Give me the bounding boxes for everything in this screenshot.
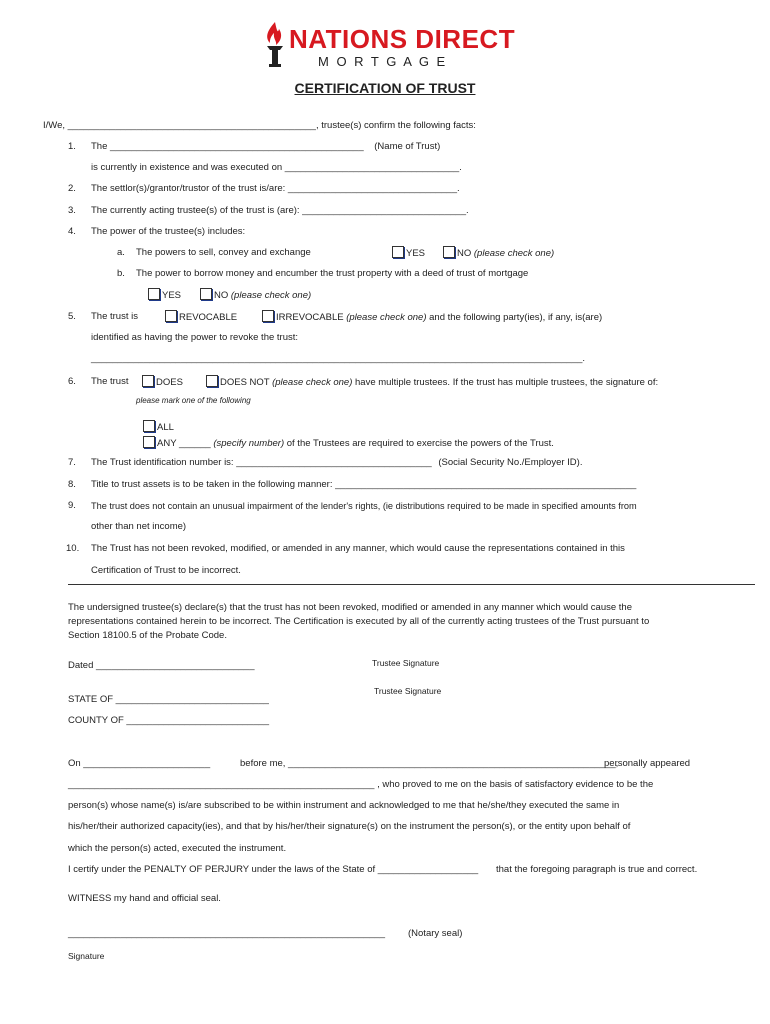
- item-6-any-blank[interactable]: ______: [179, 438, 211, 449]
- item-5-line3[interactable]: _____________________________________________________________________________________________.: [91, 353, 585, 364]
- item-10-line2: Certification of Trust to be incorrect.: [91, 565, 241, 576]
- item-10-num: 10.: [66, 543, 80, 554]
- item-5-num: 5.: [68, 311, 76, 322]
- county-field[interactable]: COUNTY OF ___________________________: [68, 715, 270, 726]
- notary-line-5: which the person(s) acted, executed the instrument.: [68, 843, 287, 854]
- logo-line2: M O R T G A G E: [318, 54, 448, 69]
- item-4a-yes-label: YES: [406, 248, 426, 259]
- item-6-text: The trust: [91, 376, 129, 387]
- item-3-text[interactable]: The currently acting trustee(s) of the trust is (are): _______________________________.: [91, 205, 469, 216]
- notary-line-6b: that the foregoing paragraph is true and correct.: [496, 864, 698, 875]
- notary-before-me[interactable]: before me, ______________________________________________________________,: [240, 758, 619, 769]
- item-1-line2[interactable]: is currently in existence and was executed on _________________________________.: [91, 162, 462, 173]
- item-6-note: (please check one): [272, 377, 353, 388]
- logo-line1: NATIONS DIRECT: [289, 24, 516, 54]
- item-5-revocable[interactable]: [165, 310, 237, 324]
- item-4b-yes-checkbox[interactable]: [148, 288, 160, 300]
- item-4b-letter: b.: [117, 268, 125, 279]
- trustee-signature-1: Trustee Signature: [372, 658, 440, 668]
- torch-icon: [262, 20, 288, 70]
- notary-signature-line[interactable]: ____________________________________________________________: [68, 928, 386, 939]
- item-8-text[interactable]: Title to trust assets is to be taken in the following manner: _________________________________________________________: [91, 479, 637, 490]
- item-6-all-label: ALL: [157, 422, 174, 433]
- item-6-tail: have multiple trustees. If the trust has multiple trustees, the signature of:: [355, 377, 659, 388]
- state-field[interactable]: STATE OF _____________________________: [68, 694, 269, 705]
- item-5-revocable-label: REVOCABLE: [179, 312, 238, 323]
- item-4-text: The power of the trustee(s) includes:: [91, 226, 246, 237]
- item-6-does-label: DOES: [156, 377, 183, 388]
- item-1-text: [91, 141, 440, 153]
- item-4b-text: The power to borrow money and encumber the trust property with a deed of trust of mortgage: [136, 268, 529, 279]
- notary-line-2[interactable]: __________________________________________________________ , who proved to me on the basis of satisfactory evidence to be the: [68, 779, 654, 790]
- item-4-num: 4.: [68, 226, 76, 237]
- item-1-tail: (Name of Trust): [374, 141, 441, 152]
- item-4a-no-label: NO: [457, 248, 472, 259]
- item-6-doesnot-label: DOES NOT: [220, 377, 270, 388]
- item-7-text: [91, 457, 582, 469]
- item-6-any-label: ANY: [157, 438, 177, 449]
- section-divider: [68, 584, 755, 585]
- item-5-note: (please check one): [346, 312, 427, 323]
- notary-line-3: person(s) whose name(s) is/are subscribed to be within instrument and acknowledged to me that he/she/they executed the same in: [68, 800, 620, 811]
- notary-appeared: personally appeared: [604, 758, 691, 769]
- item-7-tail: (Social Security No./Employer ID).: [438, 457, 583, 468]
- item-8-num: 8.: [68, 479, 76, 490]
- item-10-text: The Trust has not been revoked, modified, or amended in any manner, which would cause the representations contained in this: [91, 543, 625, 554]
- intro-blank[interactable]: _______________________________________________,: [67, 120, 319, 131]
- item-1-num: 1.: [68, 141, 76, 152]
- item-6-doesnot-checkbox[interactable]: [206, 375, 218, 387]
- item-6-anytail: of the Trustees are required to exercise the powers of the Trust.: [286, 438, 554, 449]
- item-9-num: 9.: [68, 500, 76, 511]
- declaration-line-2: representations contained herein to be incorrect. The Certification is executed by all of the currently acting trustees of the Trust pursuant to: [68, 616, 650, 627]
- item-4a-text: The powers to sell, convey and exchange: [136, 247, 311, 258]
- intro-line: [43, 120, 476, 132]
- dated-field[interactable]: Dated ______________________________: [68, 660, 255, 671]
- item-5-irrevocable-checkbox[interactable]: [262, 310, 274, 322]
- item-4b-no-checkbox[interactable]: [200, 288, 212, 300]
- intro-lead: I/We,: [43, 120, 65, 131]
- notary-line-6a[interactable]: I certify under the PENALTY OF PERJURY under the laws of the State of ___________________: [68, 864, 479, 875]
- item-4a-yes[interactable]: [392, 246, 425, 260]
- item-5-line2: identified as having the power to revoke the trust:: [91, 332, 299, 343]
- item-9-line2: other than net income): [91, 521, 187, 532]
- item-6-all[interactable]: [143, 420, 174, 434]
- item-6-num: 6.: [68, 376, 76, 387]
- item-6-specify: (specify number): [213, 438, 285, 449]
- item-2-num: 2.: [68, 183, 76, 194]
- notary-seal: (Notary seal): [408, 928, 463, 939]
- page-title: CERTIFICATION OF TRUST: [294, 80, 476, 96]
- declaration-line-3: Section 18100.5 of the Probate Code.: [68, 630, 227, 641]
- item-4a-no-checkbox[interactable]: [443, 246, 455, 258]
- item-4b-no-label: NO: [214, 290, 229, 301]
- item-5-revocable-checkbox[interactable]: [165, 310, 177, 322]
- item-7-num: 7.: [68, 457, 76, 468]
- declaration-line-1: The undersigned trustee(s) declare(s) that the trust has not been revoked, modified or amended in any manner which would cause the: [68, 602, 632, 613]
- item-6-doesnot[interactable]: [206, 375, 658, 389]
- trustee-signature-2: Trustee Signature: [374, 686, 442, 696]
- item-4b-yes-label: YES: [162, 290, 182, 301]
- item-5-tail: and the following party(ies), if any, is(are): [429, 312, 603, 323]
- item-3-num: 3.: [68, 205, 76, 216]
- notary-on-date[interactable]: On ________________________: [68, 758, 211, 769]
- item-2-text[interactable]: The settlor(s)/grantor/trustor of the trust is/are: ________________________________.: [91, 183, 460, 194]
- item-4b-yes[interactable]: [148, 288, 181, 302]
- item-6-any[interactable]: [143, 436, 554, 450]
- item-9-text: The trust does not contain an unusual impairment of the lender's rights, (ie distributions required to be made in specified amounts from: [91, 501, 637, 511]
- item-4a-no[interactable]: [443, 246, 554, 260]
- item-4a-letter: a.: [117, 247, 125, 258]
- notary-witness: WITNESS my hand and official seal.: [68, 893, 221, 904]
- item-6-all-checkbox[interactable]: [143, 420, 155, 432]
- item-6-any-checkbox[interactable]: [143, 436, 155, 448]
- item-5-text: The trust is: [91, 311, 138, 322]
- item-4b-note: (please check one): [230, 290, 312, 301]
- item-5-irrevocable-label: IRREVOCABLE: [276, 312, 344, 323]
- item-1-field[interactable]: The ________________________________________________: [91, 141, 364, 152]
- notary-line-4: his/her/their authorized capacity(ies), and that by his/her/their signature(s) on the instrument the person(s), or the entity upon behalf of: [68, 821, 631, 832]
- notary-signature-label: Signature: [68, 951, 105, 961]
- item-5-irrevocable[interactable]: [262, 310, 602, 324]
- item-7-field[interactable]: The Trust identification number is: _____________________________________: [91, 457, 432, 468]
- item-4a-yes-checkbox[interactable]: [392, 246, 404, 258]
- item-6-note2: please mark one of the following: [136, 396, 251, 405]
- item-4b-no[interactable]: [200, 288, 311, 302]
- item-6-does-checkbox[interactable]: [142, 375, 154, 387]
- item-4a-note: (please check one): [473, 248, 555, 259]
- item-6-does[interactable]: [142, 375, 183, 389]
- intro-rest: trustee(s) confirm the following facts:: [321, 120, 476, 131]
